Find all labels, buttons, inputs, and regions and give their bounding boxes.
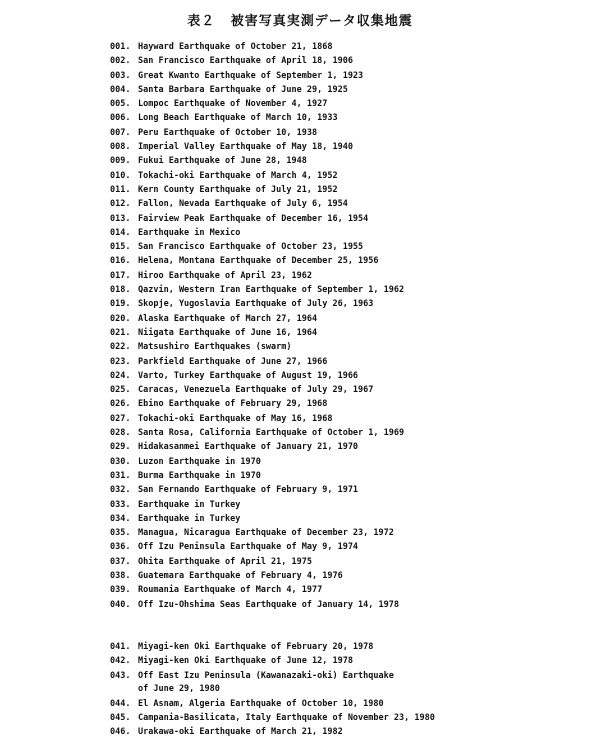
entry-number: 026. bbox=[110, 399, 131, 410]
entry-number: 001. bbox=[110, 42, 131, 52]
entry-text: Burma Earthquake in 1970 bbox=[138, 470, 261, 481]
entry-number: 034. bbox=[110, 513, 131, 524]
list-item bbox=[110, 312, 590, 326]
entry-text: Skopje, Yugoslavia Earthquake of July 26, 1963 bbox=[138, 299, 374, 310]
entry-number: 009. bbox=[110, 156, 131, 167]
list-item bbox=[110, 197, 590, 211]
entry-number: 024. bbox=[110, 370, 131, 381]
entry-number: 030. bbox=[110, 456, 131, 467]
entry-number: 035. bbox=[110, 528, 131, 539]
list-item bbox=[110, 598, 590, 612]
entry-text: Niigata Earthquake of June 16, 1964 bbox=[138, 327, 318, 338]
list-item bbox=[110, 111, 590, 125]
entry-number: 017. bbox=[110, 270, 131, 281]
list-item bbox=[110, 512, 590, 526]
list-item bbox=[110, 711, 590, 725]
entry-number: 023. bbox=[110, 356, 131, 367]
list-item bbox=[110, 40, 590, 54]
entry-number: 014. bbox=[110, 227, 131, 238]
list-item bbox=[110, 440, 590, 454]
entry-number: 020. bbox=[110, 313, 131, 324]
list-item bbox=[110, 540, 590, 554]
entry-text: Lompoc Earthquake of November 4, 1927 bbox=[138, 99, 328, 110]
list-item bbox=[110, 169, 590, 183]
entry-text: Tokachi-oki Earthquake of May 16, 1968 bbox=[138, 413, 333, 424]
entry-number: 032. bbox=[110, 485, 131, 496]
list-item bbox=[110, 212, 590, 226]
entry-text: Campania-Basilicata, Italy Earthquake of November 23, 1980 bbox=[138, 712, 435, 723]
list-item bbox=[110, 340, 590, 354]
list-item bbox=[110, 183, 590, 197]
list-item bbox=[110, 426, 590, 440]
entry-text: Alaska Earthquake of March 27, 1964 bbox=[138, 313, 318, 324]
entry-text: Peru Earthquake of October 10, 1938 bbox=[138, 127, 318, 138]
entry-text: Ebino Earthquake of February 29, 1968 bbox=[138, 399, 328, 410]
entry-text: Urakawa-oki Earthquake of March 21, 1982 bbox=[138, 727, 343, 738]
list-item bbox=[110, 455, 590, 469]
entry-text: Hiroo Earthquake of April 23, 1962 bbox=[138, 270, 312, 281]
entry-text: Kern County Earthquake of July 21, 1952 bbox=[138, 184, 338, 195]
entry-text: Parkfield Earthquake of June 27, 1966 bbox=[138, 356, 328, 367]
entry-text: San Fernando Earthquake of February 9, 1971 bbox=[138, 485, 359, 496]
list-item bbox=[110, 355, 590, 369]
table-title bbox=[0, 10, 600, 29]
list-item bbox=[110, 83, 590, 97]
list-item bbox=[110, 498, 590, 512]
entry-number: 003. bbox=[110, 70, 131, 81]
entry-number: 038. bbox=[110, 570, 131, 581]
entry-number: 018. bbox=[110, 285, 131, 296]
entry-text: Roumania Earthquake of March 4, 1977 bbox=[138, 585, 323, 596]
entry-text: Miyagi-ken Oki Earthquake of June 12, 1978 bbox=[138, 656, 353, 667]
list-item bbox=[110, 483, 590, 497]
list-item bbox=[110, 240, 590, 254]
entry-number: 022. bbox=[110, 342, 131, 353]
entry-number: 037. bbox=[110, 556, 131, 567]
entry-text: Helena, Montana Earthquake of December 25, 1956 bbox=[138, 256, 379, 267]
entry-number: 031. bbox=[110, 470, 131, 481]
entry-text: Managua, Nicaragua Earthquake of December 23, 1972 bbox=[138, 528, 394, 539]
entry-number: 005. bbox=[110, 99, 131, 110]
entry-text: El Asnam, Algeria Earthquake of October 10, 1980 bbox=[138, 698, 384, 709]
entry-number: 007. bbox=[110, 127, 131, 138]
earthquake-list-part-1 bbox=[110, 40, 590, 612]
entry-number: 015. bbox=[110, 242, 131, 253]
entry-number: 021. bbox=[110, 327, 131, 338]
entry-text: Imperial Valley Earthquake of May 18, 1940 bbox=[138, 142, 353, 153]
entry-number: 043. bbox=[110, 670, 131, 681]
entry-number: 011. bbox=[110, 184, 131, 195]
entry-number: 045. bbox=[110, 712, 131, 723]
entry-number: 046. bbox=[110, 727, 131, 738]
entry-number: 041. bbox=[110, 642, 131, 652]
entry-number: 012. bbox=[110, 199, 131, 210]
list-item bbox=[110, 383, 590, 397]
entry-text: Off Izu-Ohshima Seas Earthquake of January 14, 1978 bbox=[138, 599, 399, 610]
list-item bbox=[110, 640, 590, 654]
entry-text: Off Izu Peninsula Earthquake of May 9, 1974 bbox=[138, 542, 359, 553]
entry-number: 040. bbox=[110, 599, 131, 610]
list-item bbox=[110, 326, 590, 340]
entry-number: 042. bbox=[110, 656, 131, 667]
entry-number: 033. bbox=[110, 499, 131, 510]
entry-number: 025. bbox=[110, 385, 131, 396]
entry-text: Fukui Earthquake of June 28, 1948 bbox=[138, 156, 307, 167]
entry-number: 016. bbox=[110, 256, 131, 267]
entry-text: Earthquake in Turkey bbox=[138, 513, 241, 524]
entry-number: 039. bbox=[110, 585, 131, 596]
entry-text-continuation: of June 29, 1980 bbox=[138, 683, 220, 694]
list-item bbox=[110, 397, 590, 411]
entry-text: Fallon, Nevada Earthquake of July 6, 1954 bbox=[138, 199, 348, 210]
entry-number: 019. bbox=[110, 299, 131, 310]
entry-text: Off East Izu Peninsula (Kawanazaki-oki) Earthquake bbox=[138, 670, 394, 681]
entry-text: Earthquake in Turkey bbox=[138, 499, 241, 510]
entry-number: 006. bbox=[110, 113, 131, 124]
list-item bbox=[110, 583, 590, 597]
entry-number: 013. bbox=[110, 213, 131, 224]
list-item bbox=[110, 54, 590, 68]
list-item bbox=[110, 569, 590, 583]
entry-text: San Francisco Earthquake of April 18, 1906 bbox=[138, 56, 353, 67]
entry-number: 010. bbox=[110, 170, 131, 181]
entry-text: Fairview Peak Earthquake of December 16, 1954 bbox=[138, 213, 369, 224]
list-item bbox=[110, 412, 590, 426]
entry-number: 044. bbox=[110, 698, 131, 709]
entry-text: Santa Barbara Earthquake of June 29, 1925 bbox=[138, 84, 348, 95]
list-item bbox=[110, 97, 590, 111]
entry-text: Earthquake in Mexico bbox=[138, 227, 241, 238]
list-item bbox=[110, 297, 590, 311]
list-item bbox=[110, 69, 590, 83]
list-item bbox=[110, 369, 590, 383]
list-item bbox=[110, 555, 590, 569]
list-item bbox=[110, 725, 590, 739]
entry-text: Varto, Turkey Earthquake of August 19, 1966 bbox=[138, 370, 359, 381]
list-item bbox=[110, 269, 590, 283]
list-item bbox=[110, 654, 590, 668]
list-item bbox=[110, 283, 590, 297]
entry-number: 004. bbox=[110, 84, 131, 95]
list-item bbox=[110, 154, 590, 168]
entry-text: Luzon Earthquake in 1970 bbox=[138, 456, 261, 467]
entry-text: Great Kwanto Earthquake of September 1, 1923 bbox=[138, 70, 364, 81]
entry-text: Hidakasanmei Earthquake of January 21, 1970 bbox=[138, 442, 359, 453]
entry-text: San Francisco Earthquake of October 23, 1955 bbox=[138, 242, 364, 253]
entry-number: 029. bbox=[110, 442, 131, 453]
list-item bbox=[110, 526, 590, 540]
entry-number: 036. bbox=[110, 542, 131, 553]
entry-text: Matsushiro Earthquakes (swarm) bbox=[138, 342, 292, 353]
entry-text: Long Beach Earthquake of March 10, 1933 bbox=[138, 113, 338, 124]
entry-number: 028. bbox=[110, 428, 131, 439]
entry-text: Qazvin, Western Iran Earthquake of September 1, 1962 bbox=[138, 285, 405, 296]
entry-text: Tokachi-oki Earthquake of March 4, 1952 bbox=[138, 170, 338, 181]
list-item bbox=[110, 226, 590, 240]
entry-number: 008. bbox=[110, 142, 131, 153]
entry-text: Santa Rosa, California Earthquake of October 1, 1969 bbox=[138, 428, 405, 439]
list-item bbox=[110, 469, 590, 483]
list-item bbox=[110, 697, 590, 711]
table-title-text: 被害写真実測データ収集地震 bbox=[230, 14, 413, 29]
list-item bbox=[110, 140, 590, 154]
entry-text: Guatemara Earthquake of February 4, 1976 bbox=[138, 570, 343, 581]
entry-text: Caracas, Venezuela Earthquake of July 29, 1967 bbox=[138, 385, 374, 396]
entry-text: Miyagi-ken Oki Earthquake of February 20, 1978 bbox=[138, 642, 374, 652]
entry-text: Hayward Earthquake of October 21, 1868 bbox=[138, 42, 333, 52]
entry-text: Ohita Earthquake of April 21, 1975 bbox=[138, 556, 312, 567]
entry-number: 027. bbox=[110, 413, 131, 424]
earthquake-list-part-2 bbox=[110, 640, 590, 739]
entry-number: 002. bbox=[110, 56, 131, 67]
list-item bbox=[110, 126, 590, 140]
table-number: 表２ bbox=[187, 14, 216, 29]
list-item bbox=[110, 254, 590, 268]
list-item bbox=[110, 669, 590, 697]
